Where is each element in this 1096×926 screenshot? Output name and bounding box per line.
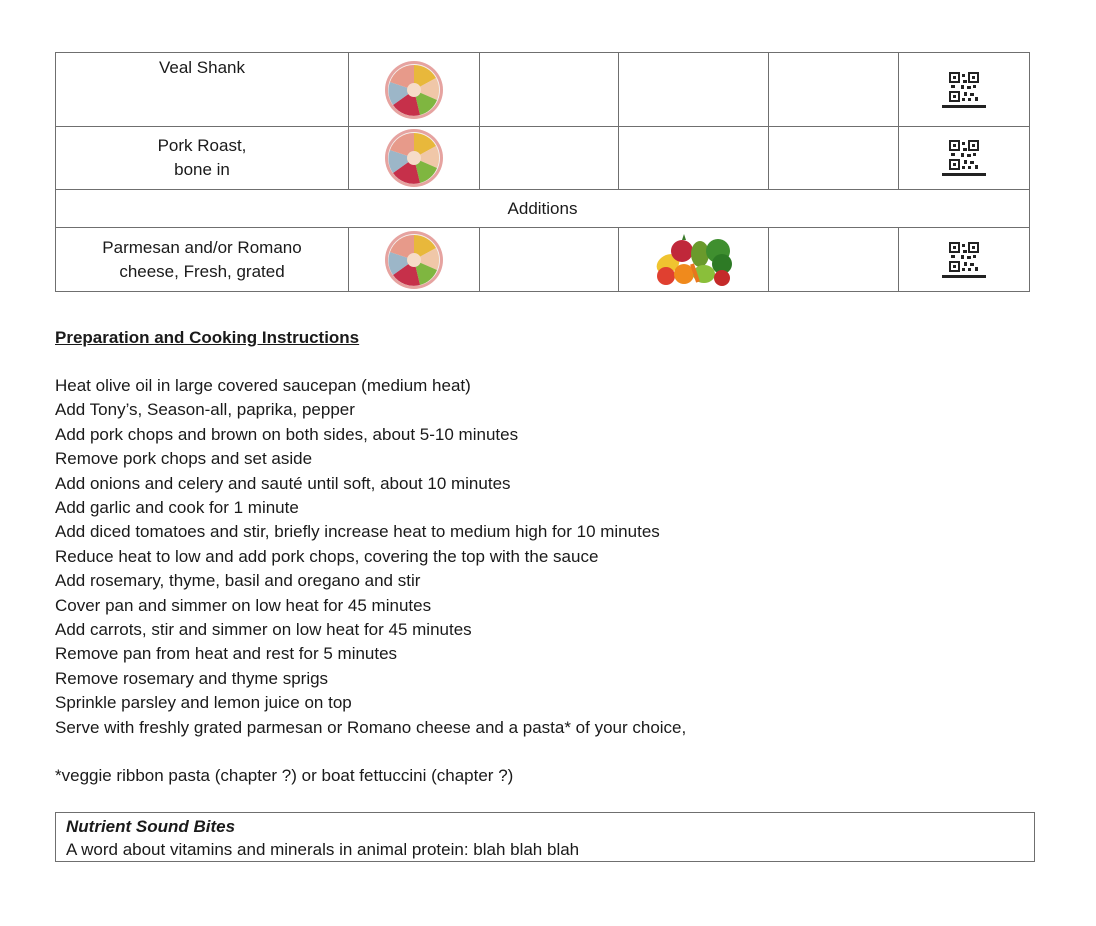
category-cell <box>349 228 480 292</box>
section-label: Additions <box>56 190 1030 228</box>
table-row-section <box>56 190 1030 228</box>
empty-cell <box>480 228 619 292</box>
empty-cell <box>769 53 899 127</box>
category-cell <box>619 228 769 292</box>
ingredient-name-text: Veal Shank <box>158 58 245 77</box>
instructions-list <box>55 374 686 740</box>
qr-code-icon <box>949 140 979 170</box>
empty-cell <box>619 127 769 190</box>
ingredient-name-line2: cheese, Fresh, grated <box>119 261 285 281</box>
category-cell <box>349 53 480 127</box>
instruction-step: Sprinkle parsley and lemon juice on top <box>55 693 352 713</box>
nutrient-box-text: A word about vitamins and minerals in animal protein: blah blah blah <box>66 840 580 859</box>
qr-code-icon <box>949 72 979 102</box>
protein-plate-icon <box>384 60 444 120</box>
nutrient-box-title: Nutrient Sound Bites <box>66 817 236 836</box>
qr-underline <box>942 105 986 108</box>
table-row <box>56 228 1030 292</box>
category-cell <box>349 127 480 190</box>
footnote: *veggie ribbon pasta (chapter ?) or boat fettuccini (chapter ?) <box>55 766 514 785</box>
empty-cell <box>769 228 899 292</box>
qr-cell <box>899 228 1030 292</box>
empty-cell <box>480 127 619 190</box>
instruction-step: Heat olive oil in large covered saucepan (medium heat) <box>55 376 471 395</box>
ingredient-name <box>56 127 349 190</box>
instruction-step: Add diced tomatoes and stir, briefly increase heat to medium high for 10 minutes <box>55 522 660 542</box>
ingredient-name <box>56 228 349 292</box>
instruction-step: Reduce heat to low and add pork chops, covering the top with the sauce <box>55 546 599 566</box>
ingredient-name-line1: Pork Roast, <box>157 136 247 155</box>
ingredient-name-line1: Parmesan and/or Romano <box>102 237 302 257</box>
instruction-step: Serve with freshly grated parmesan or Romano cheese and a pasta* of your choice, <box>55 717 687 737</box>
ingredient-name <box>56 53 349 127</box>
nutrient-box <box>55 812 1035 862</box>
instruction-step: Add carrots, stir and simmer on low heat for 45 minutes <box>55 620 472 640</box>
instruction-step: Add garlic and cook for 1 minute <box>55 498 299 518</box>
empty-cell <box>480 53 619 127</box>
table-row <box>56 53 1030 127</box>
qr-cell <box>899 127 1030 190</box>
instruction-step: Add pork chops and brown on both sides, about 5-10 minutes <box>55 424 519 444</box>
qr-code-icon <box>949 242 979 272</box>
ingredients-table <box>55 52 1030 292</box>
ingredient-name-line2: bone in <box>174 160 230 179</box>
instruction-step: Remove pan from heat and rest for 5 minutes <box>55 644 398 664</box>
instruction-step: Cover pan and simmer on low heat for 45 minutes <box>55 595 432 615</box>
instruction-step: Remove rosemary and thyme sprigs <box>55 668 329 688</box>
protein-plate-icon <box>384 230 444 290</box>
instruction-step: Add onions and celery and sauté until soft, about 10 minutes <box>55 473 511 493</box>
qr-cell <box>899 53 1030 127</box>
empty-cell <box>619 53 769 127</box>
produce-pile-icon <box>652 234 736 286</box>
empty-cell <box>769 127 899 190</box>
table-row <box>56 127 1030 190</box>
qr-underline <box>942 173 986 176</box>
protein-plate-icon <box>384 128 444 188</box>
instruction-step: Add Tony’s, Season-all, paprika, pepper <box>55 400 355 420</box>
instruction-step: Add rosemary, thyme, basil and oregano and stir <box>55 571 421 591</box>
instructions-title: Preparation and Cooking Instructions <box>55 328 360 347</box>
qr-underline <box>942 275 986 278</box>
instruction-step: Remove pork chops and set aside <box>55 449 313 469</box>
